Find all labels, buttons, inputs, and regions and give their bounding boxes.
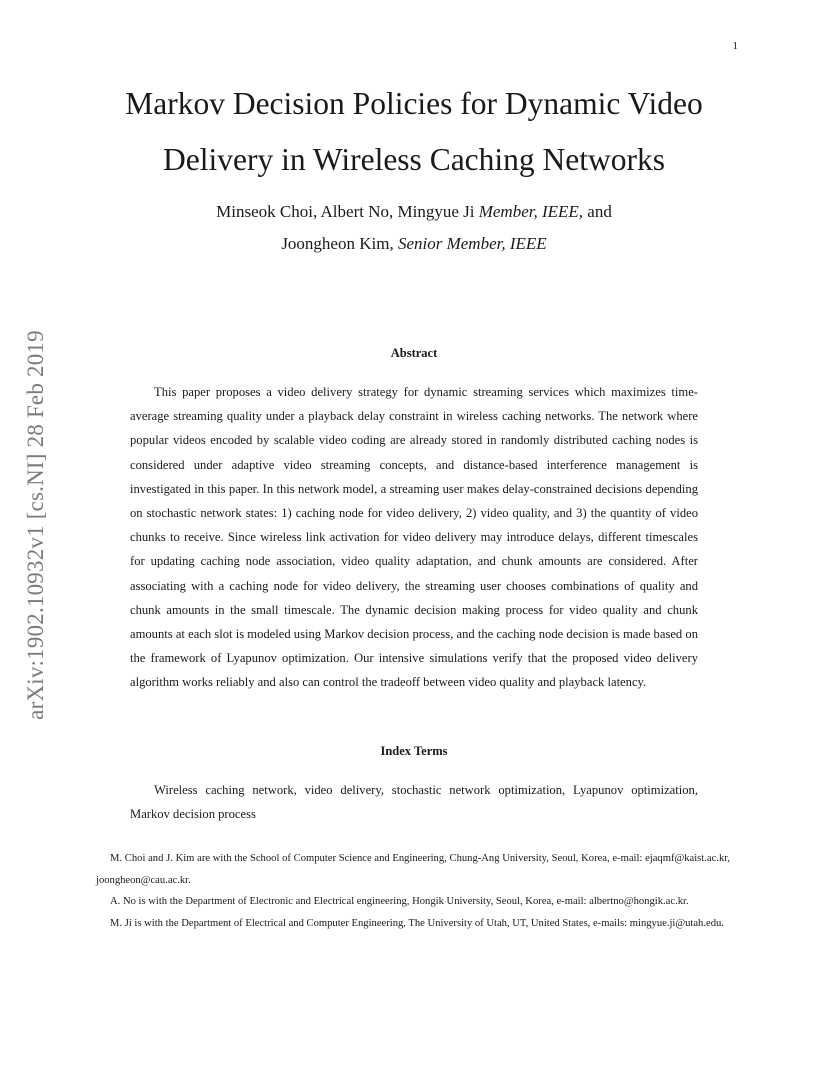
page-number: 1 xyxy=(732,40,738,52)
author-role-2: Senior Member, IEEE xyxy=(397,234,547,253)
title-line-2: Delivery in Wireless Caching Networks xyxy=(162,142,666,177)
affiliation-footnotes xyxy=(96,848,730,934)
footnote-choi-kim: M. Choi and J. Kim are with the School of Computer Science and Engineering, Chung-Ang University, Seoul, Korea, e-mail: ejaqmf@kaist.ac.kr, joongheon@cau.ac.kr. xyxy=(96,853,730,886)
author-role-1: Member, IEEE, xyxy=(478,202,584,221)
author-line-1-tail: and xyxy=(583,202,612,221)
abstract-heading: Abstract xyxy=(390,346,438,360)
author-line-1 xyxy=(60,196,768,228)
footnote-no: A. No is with the Department of Electronic and Electrical engineering, Hongik University, Seoul, Korea, e-mail: albertno@hongik.ac.kr. xyxy=(110,896,689,907)
author-block xyxy=(60,196,768,260)
title-line-1: Markov Decision Policies for Dynamic Video xyxy=(125,86,703,121)
abstract-text: This paper proposes a video delivery strategy for dynamic streaming services which maximizes time-average streaming quality under a playback delay constraint in wireless caching networks. The network where popular videos encoded by scalable video coding are already stored in randomly distributed caching nodes is considered under adaptive video streaming concepts, and distance-based interference management is investigated in this paper. In this network model, a streaming user makes delay-constrained decisions depending on stochastic network states: 1) caching node for video delivery, 2) video quality, and 3) the quantity of video chunks to receive. Since wireless link activation for video delivery may introduce delays, different timescales for updating caching node association, video quality adaptation, and chunk amounts are considered. After associating with a caching node for video delivery, the streaming user chooses combinations of quality and chunk amounts in the small timescale. The dynamic decision making process for video quality and chunk amounts at each slot is modeled using Markov decision process, and the caching node decision is made based on the framework of Lyapunov optimization. Our intensive simulations verify that the proposed video delivery algorithm works reliably and also can control the tradeoff between video quality and playback latency. xyxy=(130,385,698,690)
author-names-1: Minseok Choi, Albert No, Mingyue Ji xyxy=(216,202,479,221)
index-terms-heading: Index Terms xyxy=(380,744,448,758)
index-terms-text: Wireless caching network, video delivery, stochastic network optimization, Lyapunov optimization, Markov decision process xyxy=(130,783,698,821)
footnote-ji: M. Ji is with the Department of Electrical and Computer Engineering, The University of Utah, UT, United States, e-mails: mingyue.ji@utah.edu. xyxy=(110,917,724,929)
arxiv-identifier: arXiv:1902.10932v1 [cs.NI] 28 Feb 2019 xyxy=(23,330,48,720)
author-names-2: Joongheon Kim, xyxy=(281,234,398,253)
author-line-2 xyxy=(60,228,768,260)
paper-title xyxy=(60,76,768,188)
